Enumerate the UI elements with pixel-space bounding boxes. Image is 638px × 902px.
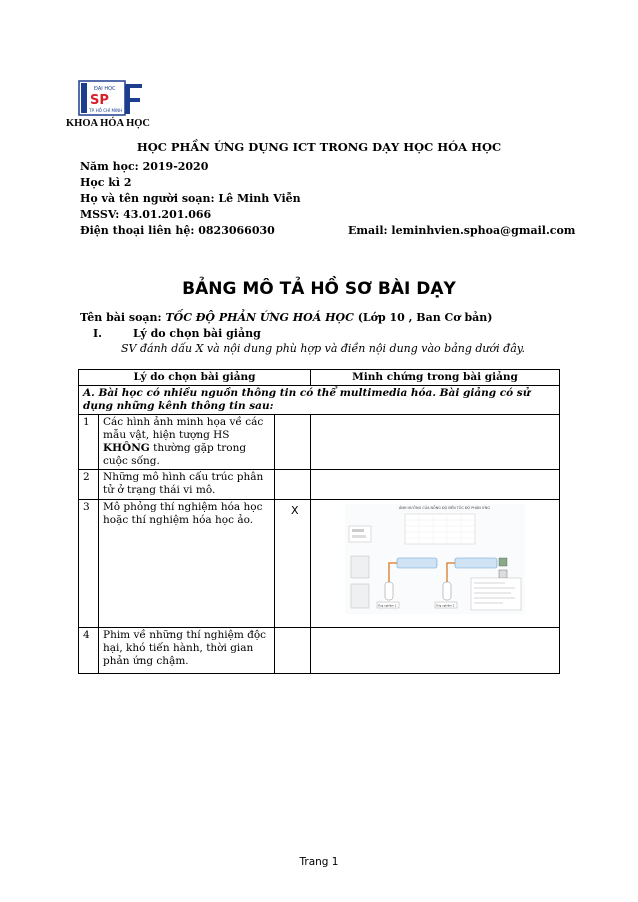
course-title: HỌC PHẦN ỨNG DỤNG ICT TRONG DẠY HỌC HÓA HỌC: [136, 140, 502, 154]
section-title: Lý do chọn bài giảng: [133, 327, 261, 340]
row-number: 4: [79, 628, 99, 674]
school-year: Năm học: 2019-2020: [80, 160, 209, 173]
document-title: BẢNG MÔ TẢ HỒ SƠ BÀI DẠY: [182, 279, 456, 299]
row-number: 1: [79, 415, 99, 470]
tube-1-label: Ống nghiệm 1: [378, 604, 397, 608]
table-header-row: [79, 370, 560, 386]
svg-text:SP: SP: [90, 93, 109, 108]
phone-number: Điện thoại liên hệ: 0823066030: [80, 224, 275, 237]
row-number: 2: [79, 470, 99, 500]
row-reason: Mô phỏng thí nghiệm hóa học hoặc thí nghiệm hóa học ảo.: [99, 500, 275, 628]
svg-text:TP. HỒ CHÍ MINH: TP. HỒ CHÍ MINH: [89, 108, 123, 113]
svg-text:ĐẠI HỌC: ĐẠI HỌC: [94, 86, 116, 92]
section-a-text: A. Bài học có nhiều nguồn thông tin có thể multimedia hóa. Bài giảng có sử dụng những kênh thông tin sau:: [79, 386, 560, 415]
row-reason: Các hình ảnh minh họa về các mẫu vật, hiện tượng HS KHÔNG thường gặp trong cuộc sống.: [99, 415, 275, 470]
email-address: Email: leminhvien.sphoa@gmail.com: [348, 224, 576, 237]
page-footer: Trang 1: [299, 856, 339, 868]
row-mark[interactable]: [275, 628, 311, 674]
university-logo-icon: [78, 80, 144, 116]
row-mark[interactable]: X: [275, 500, 311, 628]
row-evidence: [311, 628, 560, 674]
section-number: I.: [93, 327, 102, 340]
section-instruction: SV đánh dấu X và nội dung phù hợp và điền nội dung vào bảng dưới đây.: [121, 342, 525, 355]
table-row: [79, 628, 560, 674]
row-evidence: [311, 415, 560, 470]
row-mark[interactable]: [275, 415, 311, 470]
lesson-reason-table: [78, 369, 560, 674]
table-row: [79, 415, 560, 470]
header-reason: Lý do chọn bài giảng: [79, 370, 311, 386]
row-reason: Phim về những thí nghiệm độc hại, khó tiến hành, thời gian phản ứng chậm.: [99, 628, 275, 674]
author-name: Họ và tên người soạn: Lê Minh Viễn: [80, 192, 301, 205]
row-mark[interactable]: [275, 470, 311, 500]
faculty-name: KHOA HÓA HỌC: [66, 118, 151, 129]
tube-2-label: Ống nghiệm 2: [436, 604, 455, 608]
lesson-name: TỐC ĐỘ PHẢN ỨNG HOÁ HỌC: [165, 311, 354, 324]
row-evidence: [311, 470, 560, 500]
row-evidence: [311, 500, 560, 628]
row-reason: Những mô hình cấu trúc phân tử ở trạng thái vi mô.: [99, 470, 275, 500]
header-evidence: Minh chứng trong bài giảng: [311, 370, 560, 386]
table-row: [79, 470, 560, 500]
lesson-title: [80, 311, 492, 324]
lesson-label: Tên bài soạn:: [80, 311, 166, 324]
lesson-detail: (Lớp 10 , Ban Cơ bản): [353, 311, 493, 324]
semester: Học kì 2: [80, 176, 132, 189]
section-a-row: [79, 386, 560, 415]
row-number: 3: [79, 500, 99, 628]
student-id: MSSV: 43.01.201.066: [80, 208, 212, 221]
simulation-title: ẢNH HƯỞNG CỦA NỒNG ĐỘ ĐẾN TỐC ĐỘ PHẢN ỨNG: [399, 506, 490, 510]
simulation-screenshot: [345, 504, 525, 614]
table-row: [79, 500, 560, 628]
